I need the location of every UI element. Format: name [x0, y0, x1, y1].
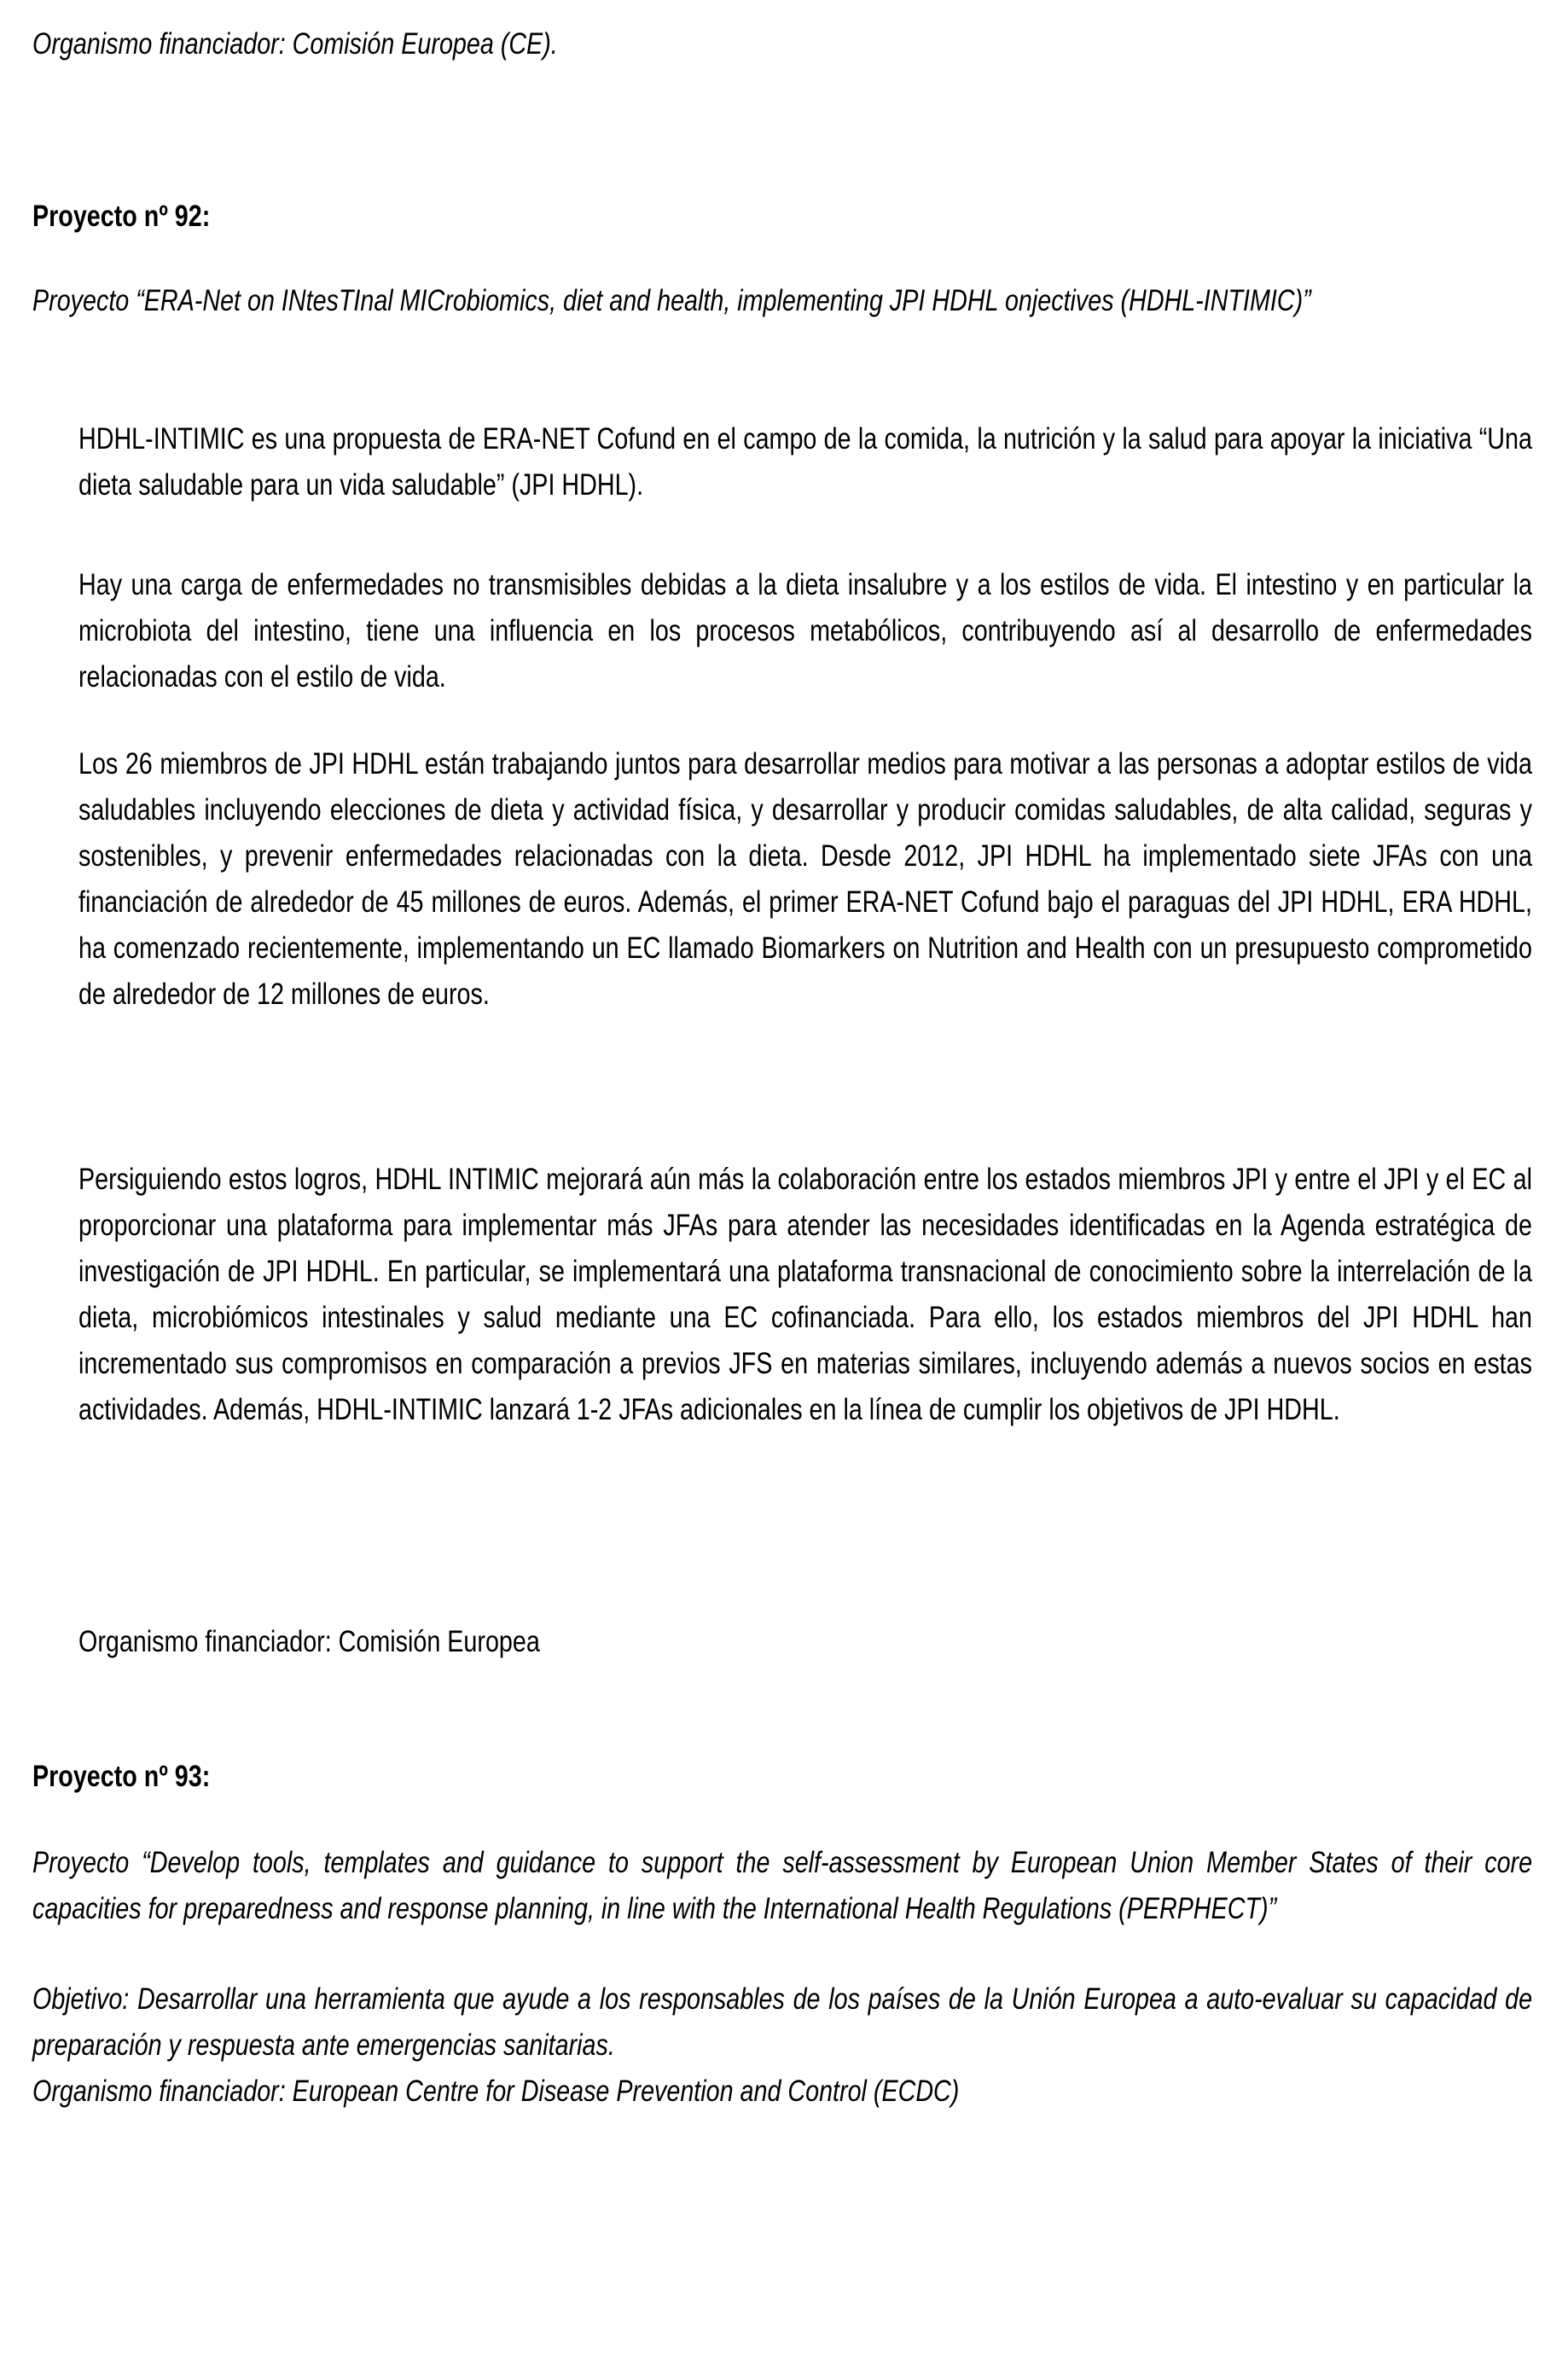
project-92-paragraph-2: Hay una carga de enfermedades no transmisibles debidas a la dieta insalubre y a los estilos de vida. El intestino y en particular la microbiota del intestino, tiene una influencia en los procesos metabólicos, contribuyendo así al desarrollo de enfermedades relacionadas con el estilo de vida. [78, 568, 1532, 694]
project-92-heading: Proyecto nº 92: [32, 200, 211, 233]
project-92-paragraph-3: Los 26 miembros de JPI HDHL están trabajando juntos para desarrollar medios para motivar a las personas a adoptar estilos de vida saludables incluyendo elecciones de dieta y actividad física, y desarrollar y producir comidas saludables, de alta calidad, seguras y sostenibles, y prevenir enfermedades relacionadas con la dieta. Desde 2012, JPI HDHL ha implementado siete JFAs con una financiación de alrededor de 45 millones de euros. Además, el primer ERA-NET Cofund bajo el paraguas del JPI HDHL, ERA HDHL, ha comenzado recientemente, implementando un EC llamado Biomarkers on Nutrition and Health con un presupuesto comprometido de alrededor de 12 millones de euros. [78, 747, 1532, 1011]
project-92-paragraph-1: HDHL-INTIMIC es una propuesta de ERA-NET Cofund en el campo de la comida, la nutrición y la salud para apoyar la iniciativa “Una dieta saludable para un vida saludable” (JPI HDHL). [78, 422, 1532, 502]
project-93-funder: Organismo financiador: European Centre for Disease Prevention and Control (ECDC) [32, 2075, 960, 2108]
project-92-paragraph-4: Persiguiendo estos logros, HDHL INTIMIC mejorará aún más la colaboración entre los estados miembros JPI y entre el JPI y el EC al proporcionar una plataforma para implementar más JFAs para atender las necesidades identificadas en la Agenda estratégica de investigación de JPI HDHL. En particular, se implementará una plataforma transnacional de conocimiento sobre la interrelación de la dieta, microbiómicos intestinales y salud mediante una EC cofinanciada. Para ello, los estados miembros del JPI HDHL han incrementado sus compromisos en comparación a previos JFS en materias similares, incluyendo además a nuevos socios en estas actividades. Además, HDHL-INTIMIC lanzará 1-2 JFAs adicionales en la línea de cumplir los objetivos de JPI HDHL. [78, 1163, 1532, 1426]
project-92-funder: Organismo financiador: Comisión Europea [78, 1625, 540, 1658]
previous-project-funder: Organismo financiador: Comisión Europea (CE). [32, 27, 558, 61]
project-93-title: Proyecto “Develop tools, templates and guidance to support the self-assessment by European Union Member States of their core capacities for preparedness and response planning, in line with the International Health Regulations (PERPHECT)” [32, 1846, 1533, 1925]
project-93-objective: Objetivo: Desarrollar una herramienta que ayude a los responsables de los países de la Unión Europea a auto-evaluar su capacidad de preparación y respuesta ante emergencias sanitarias. [32, 1982, 1533, 2062]
project-93-heading: Proyecto nº 93: [32, 1760, 211, 1793]
project-92-title: Proyecto “ERA-Net on INtesTInal MICrobiomics, diet and health, implementing JPI HDHL onjectives (HDHL-INTIMIC)” [32, 284, 1311, 317]
